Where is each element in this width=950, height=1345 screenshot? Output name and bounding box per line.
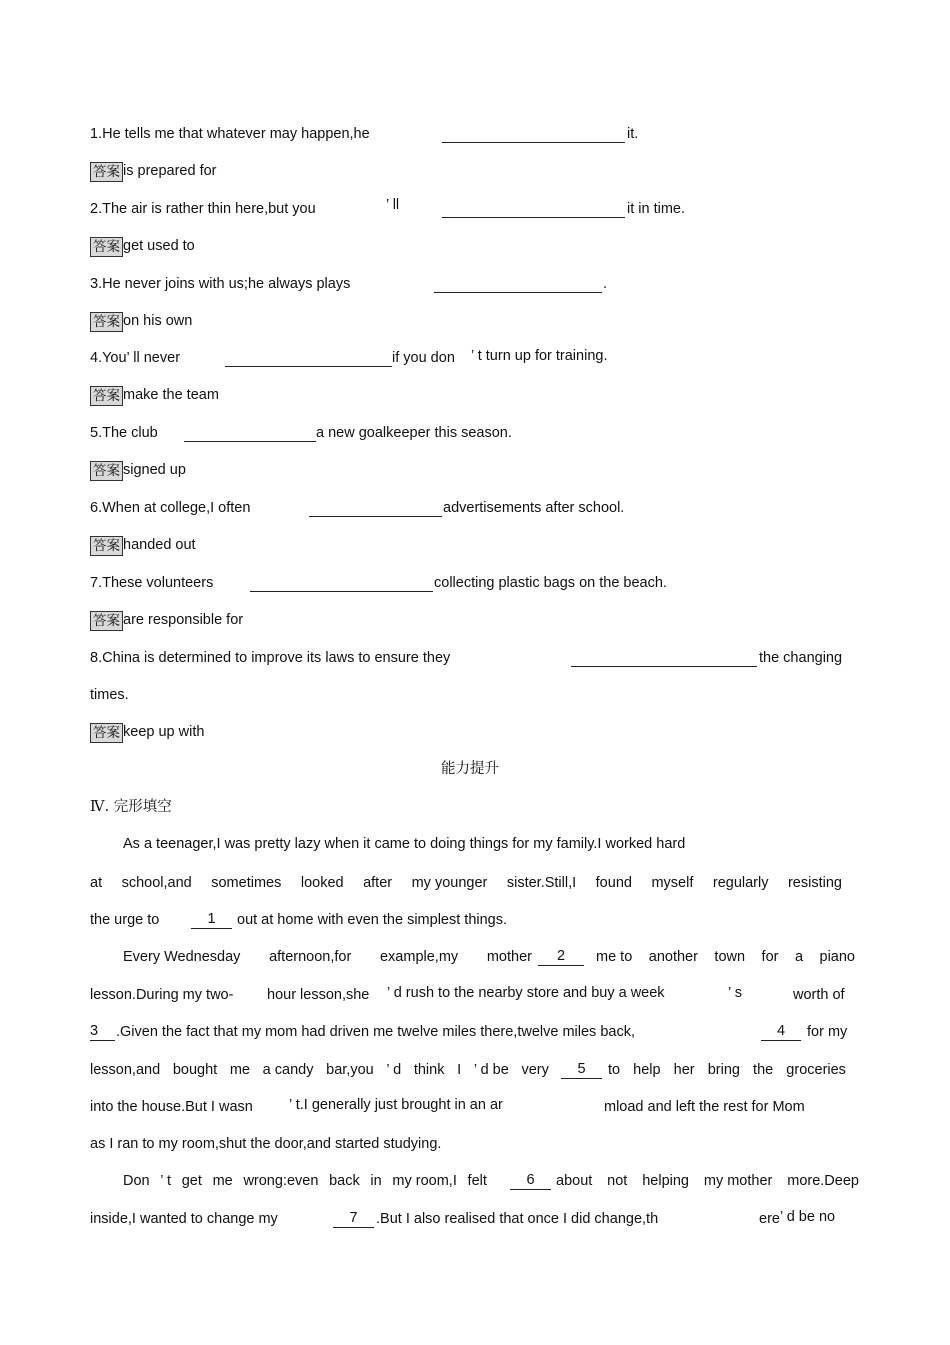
question-8-continued: times. [90,687,129,703]
answer-text: are responsible for [123,612,244,628]
word: I [457,1062,462,1078]
passage-text: .Given the fact that my mom had driven me twelve miles there,twelve miles back, [116,1024,635,1040]
word: to [608,1062,621,1078]
question-6: 6.When at college,I often [90,500,251,516]
answer-text: on his own [123,313,193,329]
blank-line [225,366,392,367]
word: groceries [786,1062,846,1078]
passage-text: worth of [793,987,845,1003]
word: example,my [379,949,459,965]
word: school,and [121,875,192,891]
word: about [556,1173,593,1189]
word: after [363,875,393,891]
question-1: 1.He tells me that whatever may happen,he [90,126,370,142]
word: think [413,1062,445,1078]
answer-label: 答案 [90,162,123,182]
question-5-tail: a new goalkeeper this season. [316,425,512,441]
answer-text: handed out [123,537,196,553]
answer-label: 答案 [90,386,123,406]
answer-6 [90,536,196,556]
answer-text: get used to [123,238,195,254]
word: not [607,1173,628,1189]
word: wrong:even [243,1173,319,1189]
word: a candy [262,1062,314,1078]
question-8: 8.China is determined to improve its laws to ensure they [90,650,451,666]
word: Every Wednesday [123,949,241,965]
word: looked [300,875,344,891]
passage-text: inside,I wanted to change my [90,1211,278,1227]
answer-5 [90,461,186,481]
word: more.Deep [787,1173,859,1189]
question-7: 7.These volunteers [90,575,214,591]
word: Don [123,1173,150,1189]
blank-7: 7 [333,1210,374,1228]
question-6-tail: advertisements after school. [443,500,625,516]
answer-label: 答案 [90,237,123,257]
part-heading: Ⅳ. 完形填空 [90,799,172,815]
word: afternoon,for [269,949,352,965]
question-8-tail: the changing [759,650,843,666]
question-1-tail: it. [627,126,639,142]
passage-line [556,1172,859,1190]
answer-1 [90,162,217,182]
word: felt [467,1173,487,1189]
word: ’ d [386,1062,402,1078]
word: piano [819,949,855,965]
word: lesson,and [90,1062,161,1078]
question-2-mid: ’ ll [386,197,400,213]
blank-line [309,516,442,517]
word: get [181,1173,202,1189]
passage-text: ’ d rush to the nearby store and buy a week [387,985,665,1001]
word: help [633,1062,661,1078]
word: sometimes [211,875,282,891]
answer-text: is prepared for [123,163,217,179]
word: bring [707,1062,740,1078]
word: for [761,949,779,965]
answer-text: make the team [123,387,219,403]
blank-5: 5 [561,1061,602,1079]
word: my mother [703,1173,773,1189]
blank-line [184,441,316,442]
word: my younger [411,875,488,891]
answer-8 [90,723,204,743]
answer-text: keep up with [123,724,205,740]
word: bar,you [326,1062,374,1078]
word: regularly [712,875,769,891]
blank-1: 1 [191,911,232,929]
word: mother [486,949,532,965]
blank-line [442,217,625,218]
passage-text: ’ d be no [780,1209,836,1225]
question-7-tail: collecting plastic bags on the beach. [434,575,667,591]
word: very [521,1062,549,1078]
passage-text: ’ s [728,985,742,1001]
word: her [673,1062,695,1078]
word: a [794,949,804,965]
answer-3 [90,312,192,332]
blank-line [250,591,433,592]
passage-text: out at home with even the simplest things. [237,912,508,928]
question-4-mid: if you don [392,350,455,366]
word: town [714,949,746,965]
answer-4 [90,386,219,406]
passage-text: ’ t.I generally just brought in an ar [289,1097,503,1113]
blank-6: 6 [510,1172,551,1190]
answer-label: 答案 [90,461,123,481]
passage-text: ere [759,1211,780,1227]
answer-label: 答案 [90,611,123,631]
passage-line [123,1172,487,1190]
answer-7 [90,611,243,631]
blank-2: 2 [538,948,584,966]
passage-text: for my [807,1024,848,1040]
blank-3: 3 [90,1023,115,1041]
question-3-tail: . [603,276,608,292]
word: myself [651,875,694,891]
passage-text: the urge to [90,912,160,928]
passage-text: into the house.But I wasn [90,1099,253,1115]
word: resisting [787,875,842,891]
answer-label: 答案 [90,536,123,556]
question-5: 5.The club [90,425,158,441]
answer-label: 答案 [90,723,123,743]
word: at [90,875,103,891]
passage-line: As a teenager,I was pretty lazy when it came to doing things for my family.I worked hard [123,836,686,852]
word: ’ t [160,1173,172,1189]
passage-text: mload and left the rest for Mom [604,1099,805,1115]
question-4: 4.You’ ll never [90,350,181,366]
answer-text: signed up [123,462,186,478]
passage-line [608,1061,846,1079]
passage-line [123,948,532,966]
answer-label: 答案 [90,312,123,332]
word: bought [172,1062,218,1078]
question-2-tail: it in time. [627,201,686,217]
passage-text: .But I also realised that once I did change,th [376,1211,659,1227]
word: in [370,1173,382,1189]
word: my room,I [392,1173,457,1189]
passage-text: hour lesson,she [267,987,370,1003]
passage-line [90,1061,549,1079]
word: me [212,1173,233,1189]
word: helping [642,1173,689,1189]
section-title: 能力提升 [441,761,499,777]
passage-text: lesson.During my two- [90,987,234,1003]
blank-line [571,666,757,667]
question-3: 3.He never joins with us;he always plays [90,276,351,292]
word: another [648,949,698,965]
blank-line [442,142,625,143]
word: the [753,1062,774,1078]
word: me to [596,949,633,965]
passage-text: as I ran to my room,shut the door,and started studying. [90,1136,442,1152]
blank-4: 4 [761,1023,801,1041]
answer-2 [90,237,195,257]
question-4-tail: ’ t turn up for training. [471,348,608,364]
word: back [329,1173,360,1189]
word: found [595,875,632,891]
passage-line [90,874,842,892]
word: sister.Still,I [506,875,577,891]
blank-line [434,292,602,293]
word: ’ d be [473,1062,509,1078]
question-2: 2.The air is rather thin here,but you [90,201,316,217]
passage-line [596,948,855,966]
word: me [229,1062,250,1078]
